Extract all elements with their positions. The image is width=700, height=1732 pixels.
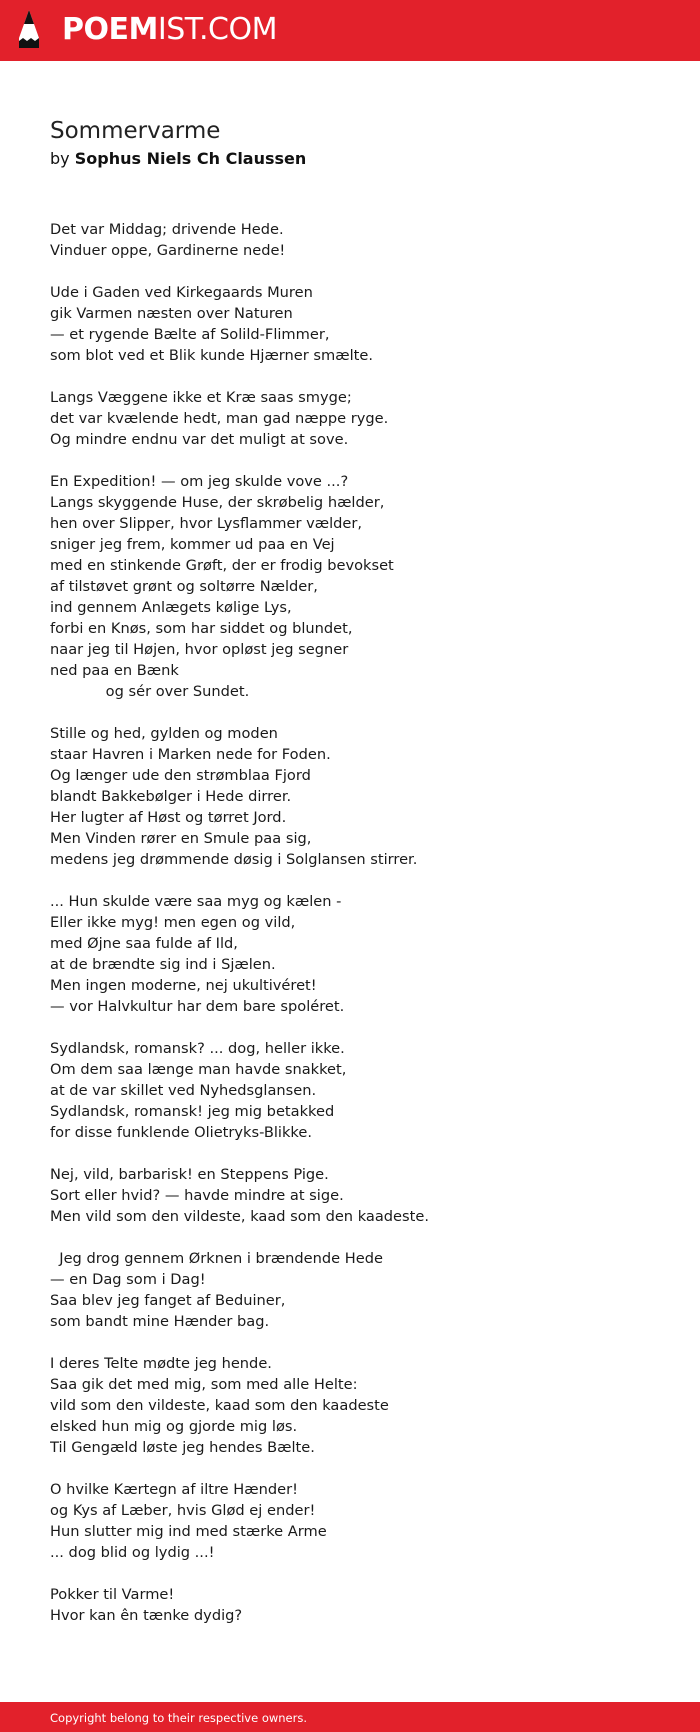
pencil-tip-icon[interactable] [15,8,43,52]
poem-line: — et rygende Bælte af Solild-Flimmer, [50,326,330,343]
poem-line: det var kvælende hedt, man gad næppe ryge. [50,410,389,427]
stanza-break [50,1563,670,1584]
poem-line: ned paa en Bænk [50,662,179,679]
poem-title: Sommervarme [50,118,221,144]
poem-line: Pokker til Varme! [50,1586,175,1603]
poem-line: I deres Telte mødte jeg hende. [50,1355,272,1372]
poem-line: medens jeg drømmende døsig i Solglansen stirrer. [50,851,418,868]
logo-brand-light: IST.COM [157,12,277,47]
poem-line: Her lugter af Høst og tørret Jord. [50,809,287,826]
poem-line: naar jeg til Højen, hvor opløst jeg segner [50,641,349,658]
stanza-break [50,261,670,282]
site-logo[interactable] [62,11,277,49]
poem-line: Langs Væggene ikke et Kræ saas smyge; [50,389,352,406]
author-link[interactable]: Sophus Niels Ch Claussen [74,149,307,168]
poem-line: En Expedition! — om jeg skulde vove ...? [50,473,349,490]
poem-line: Langs skyggende Huse, der skrøbelig hælder, [50,494,385,511]
poem-line: at de brændte sig ind i Sjælen. [50,956,276,973]
poem-byline [50,148,306,170]
poem-line: Saa blev jeg fanget af Beduiner, [50,1292,286,1309]
poem-line: at de var skillet ved Nyhedsglansen. [50,1082,317,1099]
stanza-break [50,1332,670,1353]
poem-line: ... Hun skulde være saa myg og kælen - [50,893,342,910]
poem-line: sniger jeg frem, kommer ud paa en Vej [50,536,335,553]
poem-line: Sort eller hvid? — havde mindre at sige. [50,1187,344,1204]
poem-line: Jeg drog gennem Ørknen i brændende Hede [50,1250,383,1267]
poem-line: Til Gengæld løste jeg hendes Bælte. [50,1439,315,1456]
poem-line: — en Dag som i Dag! [50,1271,206,1288]
poem-line: vild som den vildeste, kaad som den kaadeste [50,1397,389,1414]
poem-line: Om dem saa længe man havde snakket, [50,1061,347,1078]
poem-line: Men vild som den vildeste, kaad som den kaadeste. [50,1208,429,1225]
poem-line: Ude i Gaden ved Kirkegaards Muren [50,284,313,301]
poem-line: gik Varmen næsten over Naturen [50,305,293,322]
poem-line: Eller ikke myg! men egen og vild, [50,914,296,931]
poem-line: Men ingen moderne, nej ukultivéret! [50,977,317,994]
poem-line: Sydlandsk, romansk? ... dog, heller ikke. [50,1040,345,1057]
poem-line: med Øjne saa fulde af Ild, [50,935,238,952]
poem-line: Men Vinden rører en Smule paa sig, [50,830,312,847]
stanza-break [50,1017,670,1038]
poem-line: ind gennem Anlægets kølige Lys, [50,599,292,616]
site-header [0,0,700,61]
poem-line: Det var Middag; drivende Hede. [50,221,284,238]
poem-line: med en stinkende Grøft, der er frodig bevokset [50,557,394,574]
logo-brand-bold: POEM [62,12,158,47]
poem-line: og Kys af Læber, hvis Glød ej ender! [50,1502,316,1519]
poem-line: blandt Bakkebølger i Hede dirrer. [50,788,292,805]
poem-line: forbi en Knøs, som har siddet og blundet, [50,620,353,637]
footer-copyright: Copyright belong to their respective owners. [50,1711,308,1725]
poem-line: Og længer ude den strømblaa Fjord [50,767,311,784]
stanza-break [50,1458,670,1479]
poem-line: som bandt mine Hænder bag. [50,1313,270,1330]
poem-line: Saa gik det med mig, som med alle Helte: [50,1376,358,1393]
poem-line: — vor Halvkultur har dem bare spoléret. [50,998,345,1015]
poem-line: Sydlandsk, romansk! jeg mig betakked [50,1103,335,1120]
site-footer [0,1702,700,1732]
stanza-break [50,366,670,387]
byline-prefix: by [50,149,70,168]
stanza-break [50,870,670,891]
poem-line: som blot ved et Blik kunde Hjærner smælte. [50,347,373,364]
poem-line: hen over Slipper, hvor Lysflammer vælder, [50,515,363,532]
poem-line: ... dog blid og lydig ...! [50,1544,215,1561]
poem-line: Vinduer oppe, Gardinerne nede! [50,242,286,259]
poem-line: O hvilke Kærtegn af iltre Hænder! [50,1481,298,1498]
poem-line: Hun slutter mig ind med stærke Arme [50,1523,327,1540]
poem-line: af tilstøvet grønt og soltørre Nælder, [50,578,318,595]
stanza-break [50,1227,670,1248]
poem-line: elsked hun mig og gjorde mig løs. [50,1418,298,1435]
poem-line: Stille og hed, gylden og moden [50,725,278,742]
poem-line: og sér over Sundet. [50,683,250,700]
poem-line: Og mindre endnu var det muligt at sove. [50,431,349,448]
poem-body [50,219,670,1626]
stanza-break [50,1143,670,1164]
poem-line: staar Havren i Marken nede for Foden. [50,746,331,763]
stanza-break [50,450,670,471]
stanza-break [50,702,670,723]
poem-line: Nej, vild, barbarisk! en Steppens Pige. [50,1166,329,1183]
poem-line: for disse funklende Olietryks-Blikke. [50,1124,312,1141]
poem-line: Hvor kan ên tænke dydig? [50,1607,243,1624]
